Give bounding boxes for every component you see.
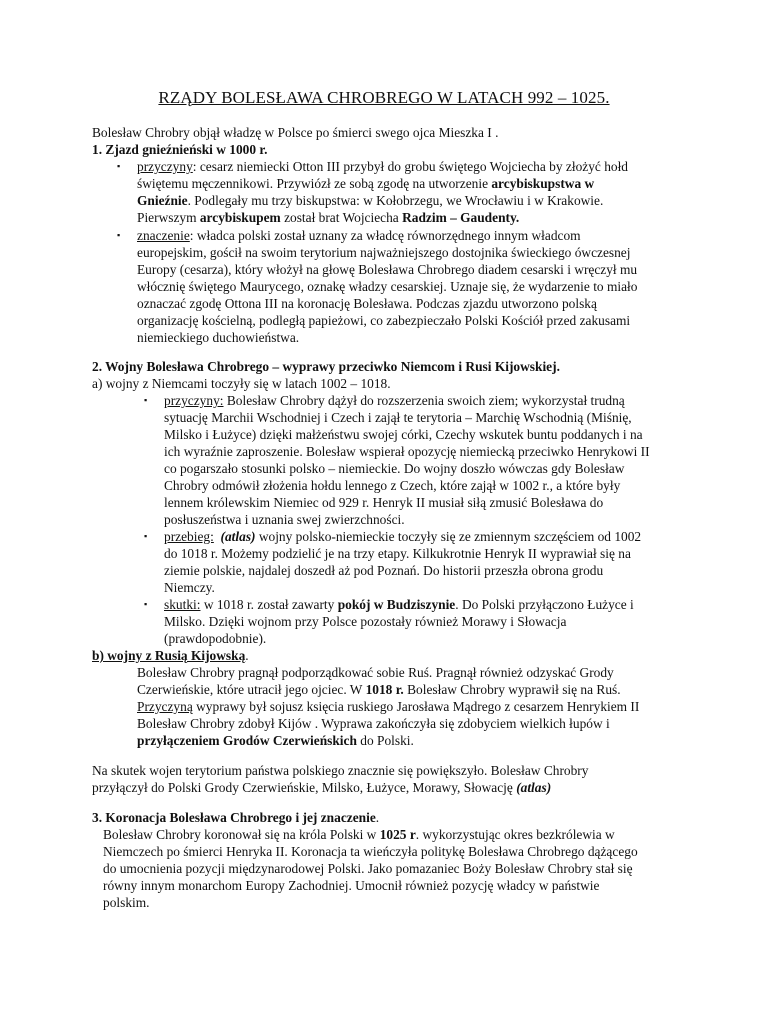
s2-summary-text: przyłączył do Polski Grody Czerwieńskie, Milsko, Łużyce, Morawy, Słowację <box>92 780 517 795</box>
s1-significance-label: znaczenie <box>137 228 190 243</box>
s2-causes-text: Bolesław Chrobry dążył do rozszerzenia swoich ziem; wykorzystał trudną <box>223 393 625 408</box>
atlas-reference: (atlas) <box>220 529 256 544</box>
s2-subsection-a: a) wojny z Niemcami toczyły się w latach 1002 – 1018. <box>92 376 391 391</box>
s1-p1-line-1 <box>137 158 628 175</box>
s3-bold: 1025 r <box>379 827 416 842</box>
s2-causes-line-8: posłuszeństwa i uznania swej zwierzchności. <box>164 512 405 527</box>
bullet-icon: ▪ <box>144 531 148 541</box>
s2-course-label: przebieg: <box>164 529 214 544</box>
s1-p2-line-5: oznaczać zgodę Ottona III na koronację Bolesława. Podczas zjazdu utworzono polską <box>137 296 597 311</box>
s2-effects-bold: pokój w Budziszynie <box>337 597 456 612</box>
section-3-heading-text: 3. Koronacja Bolesława Chrobrego i jej znaczenie <box>92 810 376 825</box>
s2-b-text: do Polski. <box>356 733 414 748</box>
s2-b-line-2 <box>137 681 621 698</box>
s3-line-2: Niemczech po śmierci Henryka II. Koronacja ta wieńczyła politykę Bolesława Chrobrego dążącego <box>103 844 638 859</box>
s2-b-text: Bolesław Chrobry wyprawił się na Ruś. <box>403 682 621 697</box>
s2-course-text: wojny polsko-niemieckie toczyły się ze zmiennym szczęściem od 1002 <box>255 529 642 544</box>
section-3-heading-dot: . <box>375 810 380 825</box>
s1-p2-line-4: włócznię świętego Maurycego, oznakę władzy cesarskiej. Uznaje się, że wydarzenie to miało <box>137 279 638 294</box>
s2-causes-line-7: lennem królewskim Niemiec od 929 r. Henryk II musiał siłą zmusić Bolesława do <box>164 495 604 510</box>
s2-causes-label: przyczyny: <box>164 393 224 408</box>
s2-course-line-3: ziemie polskie, najdalej doszedł aż pod Poznań. Do historii przeszła obrona grodu <box>164 563 604 578</box>
s1-p2-line-3: Europy (cesarza), który włożył na głowę Bolesława Chrobrego diadem cesarski i wręczył mu <box>137 262 638 277</box>
s3-line-4: równy innym monarchom Europy Zachodniej. Umocnił również pozycję władcy w państwie <box>103 878 600 893</box>
s1-p1-text: Pierwszym <box>137 210 200 225</box>
s2-b-line-3 <box>137 698 639 715</box>
s2-course-line-4: Niemczy. <box>164 580 215 595</box>
s2-b-cause-label: Przyczyną <box>137 699 193 714</box>
s2-effects-line-3: (prawdopodobnie). <box>164 631 267 646</box>
s2-b-bold: 1018 r. <box>365 682 404 697</box>
s1-causes-label: przyczyny <box>137 159 193 174</box>
s2-b-line-5 <box>137 732 414 749</box>
atlas-reference: (atlas) <box>516 780 552 795</box>
s1-p1-bold: arcybiskupstwa w <box>491 176 595 191</box>
s2-causes-line-6: Chrobry odmówił złożenia hołdu lennego z Czech, które zajął w 1002 r., a które były <box>164 478 621 493</box>
s1-p1-text: : cesarz niemiecki Otton III przybył do grobu świętego Wojciecha by złożyć hołd <box>192 159 628 174</box>
s1-p1-text: został brat Wojciecha <box>280 210 403 225</box>
s2-course-line-1 <box>164 528 641 545</box>
s1-p1-line-3 <box>137 192 603 209</box>
s2-effects-label: skutki: <box>164 597 201 612</box>
s2-causes-line-5: co pogarszało stosunki polsko – niemieckie. Do wojny doszło wówczas gdy Bolesław <box>164 461 625 476</box>
s2-b-text: Czerwieńskie, które utracił jego ojciec. W <box>137 682 366 697</box>
intro-text: Bolesław Chrobry objął władzę w Polsce po śmierci swego ojca Mieszka I . <box>92 125 499 140</box>
s2-summary-line-2 <box>92 779 551 796</box>
s1-p2-line-1 <box>137 227 581 244</box>
s2-summary-line-1: Na skutek wojen terytorium państwa polskiego znacznie się powiększyło. Bolesław Chrobry <box>92 763 589 778</box>
s1-p2-line-7: niemieckiego duchowieństwa. <box>137 330 300 345</box>
s2-b-bold: przyłączeniem Grodów Czerwieńskich <box>137 733 357 748</box>
s2-b-line-1: Bolesław Chrobry pragnął podporządkować sobie Ruś. Pragnął również odzyskać Grody <box>137 665 614 680</box>
section-1-heading: 1. Zjazd gnieźnieński w 1000 r. <box>92 142 268 157</box>
s2-b-line-4: Bolesław Chrobry zdobył Kijów . Wyprawa zakończyła się zdobyciem wielkich łupów i <box>137 716 610 731</box>
s1-p1-bold: arcybiskupem <box>199 210 281 225</box>
s2-subsection-b-dot: . <box>245 648 249 663</box>
bullet-icon: ▪ <box>117 161 121 171</box>
bullet-icon: ▪ <box>117 230 121 240</box>
s3-text: . wykorzystując okres bezkrólewia w <box>415 827 615 842</box>
s2-subsection-b-heading: b) wojny z Rusią Kijowską <box>92 648 246 663</box>
s2-causes-line-3: Milsko i Łużyce) dzięki małżeństwu swojej córki, Czechy wskutek buntu poddanych i na <box>164 427 643 442</box>
s1-p2-line-6: organizację kościelną, podległą papieżowi, co zabezpieczało Polski Kościół przed zakusami <box>137 313 631 328</box>
document-title: RZĄDY BOLESŁAWA CHROBREGO W LATACH 992 – 1025. <box>158 88 610 107</box>
section-2-heading: 2. Wojny Bolesława Chrobrego – wyprawy przeciwko Niemcom i Rusi Kijowskiej. <box>92 359 560 374</box>
s2-causes-line-2: sytuację Marchii Wschodniej i Czech i zajął te terytoria – Marchię Wschodnią (Miśnię, <box>164 410 632 425</box>
s1-p1-bold: Gnieźnie <box>137 193 188 208</box>
s3-line-3: do umocnienia pozycji międzynarodowej Polski. Jako pomazaniec Boży Bolesław Chrobry stał się <box>103 861 633 876</box>
s2-causes-line-1 <box>164 392 625 409</box>
s1-p1-text: świętemu męczennikowi. Przywiózł ze sobą zgodę na utworzenie <box>137 176 492 191</box>
s3-text: Bolesław Chrobry koronował się na króla Polski w <box>103 827 380 842</box>
s2-subsection-b <box>92 647 249 664</box>
s2-course-line-2: do 1018 r. Możemy podzielić je na trzy etapy. Kilkukrotnie Henryk II wyprawiał się na <box>164 546 631 561</box>
s2-effects-line-1 <box>164 596 634 613</box>
s2-effects-text: w 1018 r. został zawarty <box>200 597 338 612</box>
s1-p1-bold: Radzim – Gaudenty. <box>402 210 520 225</box>
s1-p2-text: : władca polski został uznany za władcę równorzędnego innym władcom <box>189 228 581 243</box>
s2-effects-text: . Do Polski przyłączono Łużyce i <box>455 597 634 612</box>
s1-p1-text: . Podlegały mu trzy biskupstwa: w Kołobrzegu, we Wrocławiu i w Krakowie. <box>187 193 604 208</box>
s1-p2-line-2: europejskim, gościł na swoim terytorium najważniejszego dostojnika świeckiego ówczesnej <box>137 245 631 260</box>
s1-p1-line-2 <box>137 175 594 192</box>
s2-causes-line-4: ich wyraźnie zaproszenie. Bolesław wspierał opozycję niemiecką przeciwko Henrykowi II <box>164 444 650 459</box>
s1-p1-line-4 <box>137 209 519 226</box>
s3-line-1 <box>103 826 615 843</box>
bullet-icon: ▪ <box>144 395 148 405</box>
s3-line-5: polskim. <box>103 895 150 910</box>
s2-effects-line-2: Milsko. Dzięki wojnom przy Polsce pozostały również Morawy i Słowacja <box>164 614 567 629</box>
bullet-icon: ▪ <box>144 599 148 609</box>
s2-b-text: wyprawy był sojusz księcia ruskiego Jarosława Mądrego z cesarzem Henrykiem II <box>192 699 640 714</box>
section-3-heading <box>92 809 379 826</box>
